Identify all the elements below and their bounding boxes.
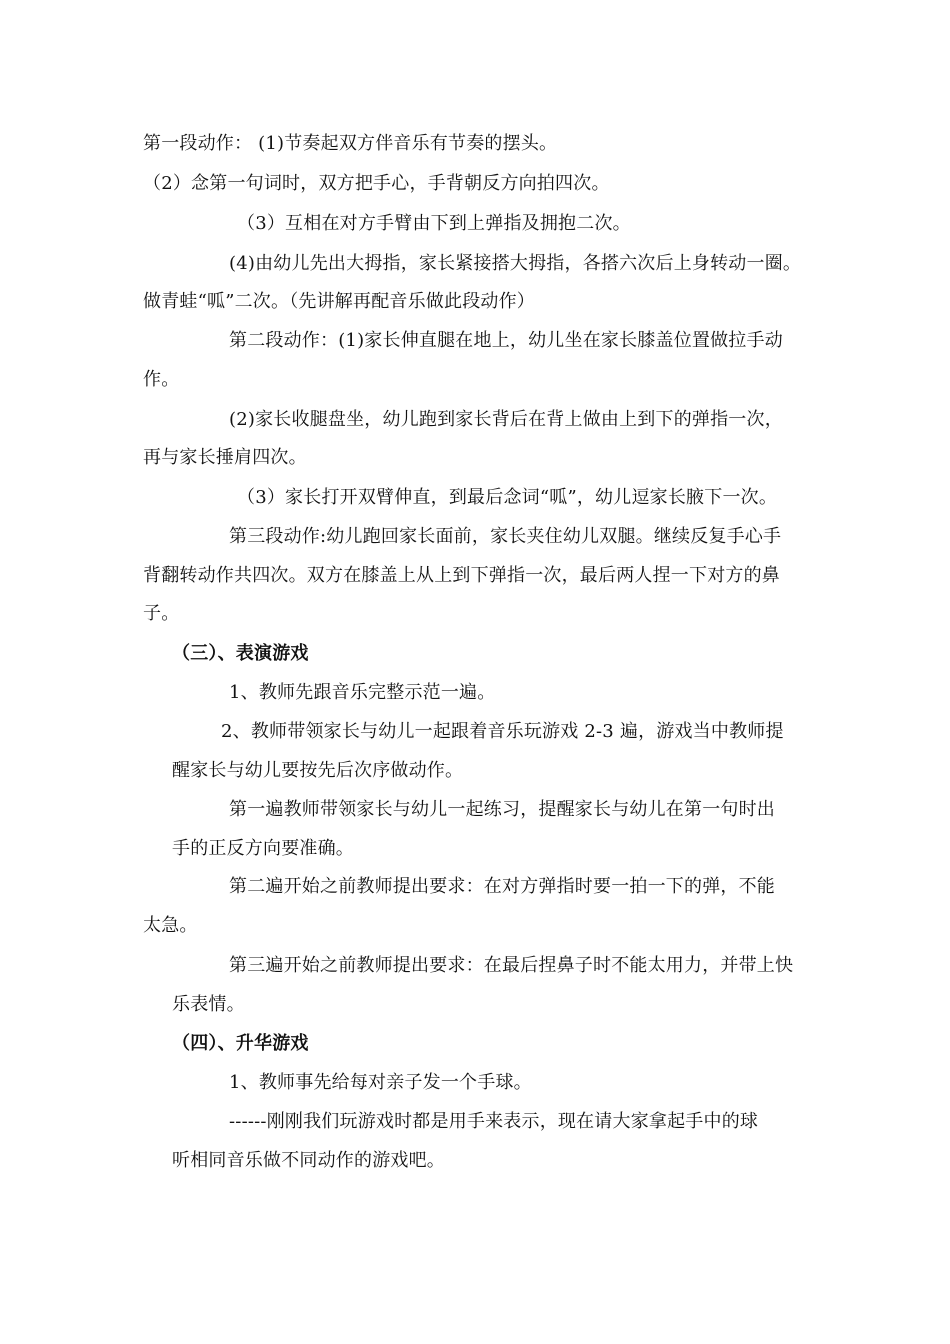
text-line: （3）互相在对方手臂由下到上弹指及拥抱二次。 bbox=[237, 213, 631, 234]
text-line: 第二段动作：(1)家长伸直腿在地上，幼儿坐在家长膝盖位置做拉手动 bbox=[229, 330, 783, 351]
text-line: (2)家长收腿盘坐，幼儿跑到家长背后在背上做由上到下的弹指一次， bbox=[229, 409, 783, 430]
text-line: 听相同音乐做不同动作的游戏吧。 bbox=[172, 1150, 445, 1171]
text-line: 太急。 bbox=[143, 915, 198, 936]
text-line: 第三段动作:幼儿跑回家长面前，家长夹住幼儿双腿。继续反复手心手 bbox=[229, 526, 782, 547]
text-line: 第二遍开始之前教师提出要求：在对方弹指时要一拍一下的弹，不能 bbox=[229, 876, 775, 897]
text-line: (4)由幼儿先出大拇指，家长紧接搭大拇指，各搭六次后上身转动一圈。 bbox=[229, 253, 802, 274]
text-line: 2、教师带领家长与幼儿一起跟着音乐玩游戏 2-3 遍，游戏当中教师提 bbox=[221, 721, 784, 742]
text-line: （3）家长打开双臂伸直，到最后念词“呱”，幼儿逗家长腋下一次。 bbox=[237, 487, 778, 508]
text-line: 乐表情。 bbox=[172, 994, 245, 1015]
text-line: 醒家长与幼儿要按先后次序做动作。 bbox=[172, 760, 464, 781]
text-line: 背翻转动作共四次。双方在膝盖上从上到下弹指一次，最后两人捏一下对方的鼻 bbox=[143, 565, 780, 586]
text-line: ------刚刚我们玩游戏时都是用手来表示，现在请大家拿起手中的球 bbox=[229, 1111, 759, 1132]
text-line: 1、教师事先给每对亲子发一个手球。 bbox=[229, 1072, 532, 1093]
text-line: 作。 bbox=[143, 369, 180, 390]
text-line: 第一遍教师带领家长与幼儿一起练习，提醒家长与幼儿在第一句时出 bbox=[229, 799, 775, 820]
text-line: 手的正反方向要准确。 bbox=[172, 838, 354, 859]
text-line: 1、教师先跟音乐完整示范一遍。 bbox=[229, 682, 496, 703]
text-line: 第一段动作： (1)节奏起双方伴音乐有节奏的摆头。 bbox=[143, 133, 558, 154]
text-line: 再与家长捶肩四次。 bbox=[143, 447, 307, 468]
text-line: 子。 bbox=[143, 603, 180, 624]
section-heading: （三）、表演游戏 bbox=[172, 643, 309, 664]
text-line: （2）念第一句词时，双方把手心，手背朝反方向拍四次。 bbox=[143, 173, 610, 194]
text-line: 做青蛙“呱”二次。（先讲解再配音乐做此段动作） bbox=[143, 291, 536, 312]
section-heading: （四）、升华游戏 bbox=[172, 1033, 309, 1054]
text-line: 第三遍开始之前教师提出要求：在最后捏鼻子时不能太用力，并带上快 bbox=[229, 955, 794, 976]
